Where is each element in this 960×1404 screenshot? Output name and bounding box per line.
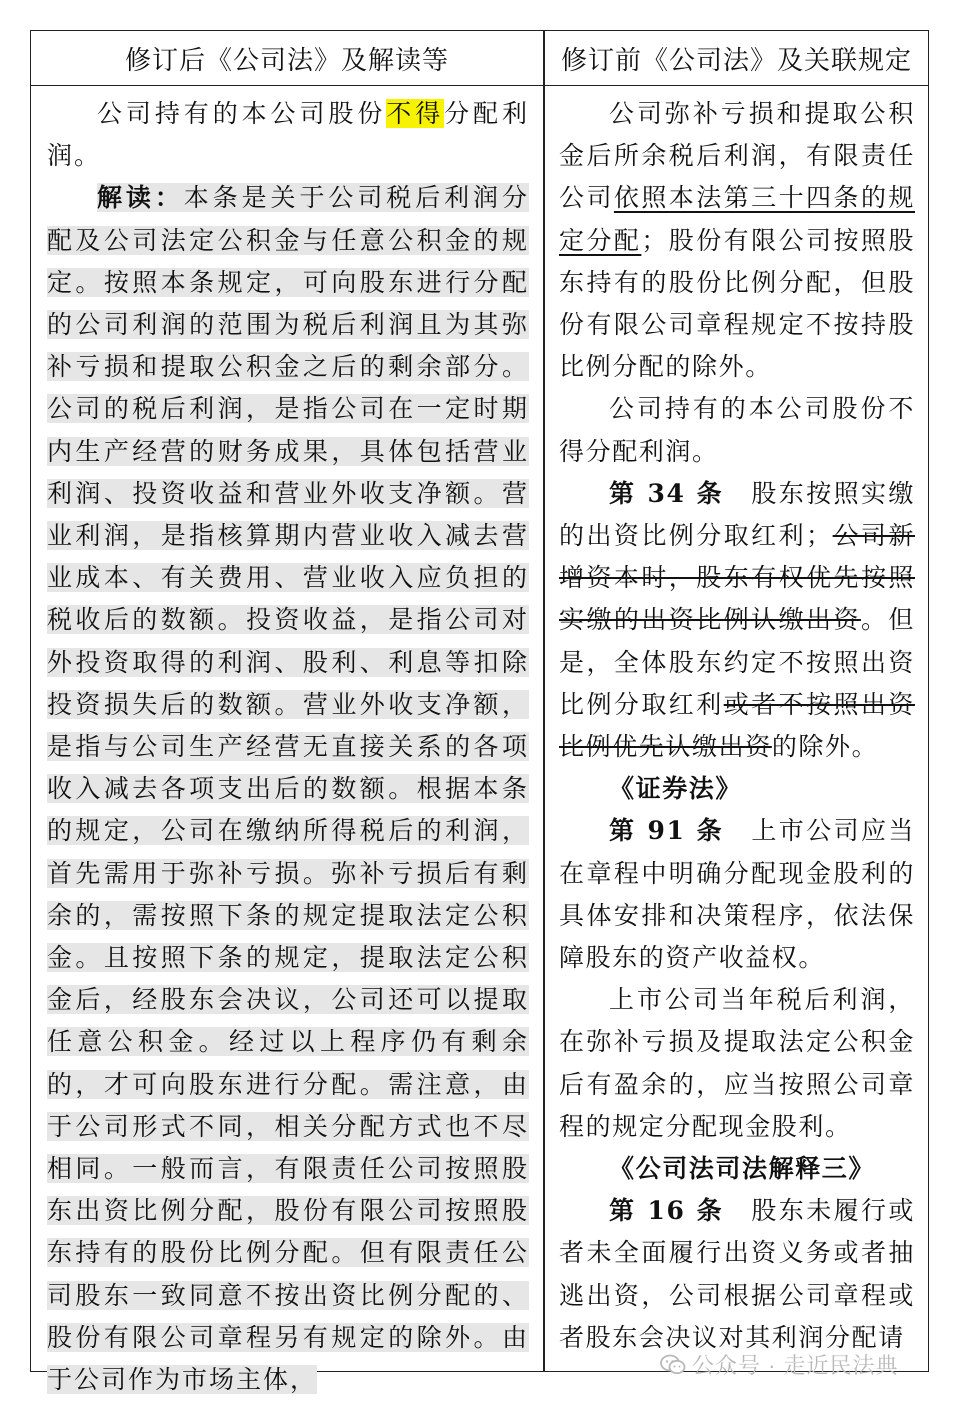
article-34 [559,473,915,768]
watermark [660,1349,899,1380]
article-91 [559,810,915,979]
judicial-interpretation-title: 《公司法司法解释三》 [609,1154,876,1184]
interpretation-paragraph [47,177,529,1401]
column-divider [543,31,545,1371]
highlighted-phrase: 不得 [386,99,445,128]
revised-article-text [47,93,529,177]
revised-column [47,93,529,1401]
securities-law-title: 《证券法》 [609,774,743,804]
header-original: 修订前《公司法》及关联规定 [560,46,912,76]
article-16 [559,1190,915,1359]
article-91-text: 上市公司应当在章程中明确分配现金股利的具体安排和决策程序，依法保障股东的资产收益权。 [559,816,915,973]
article-34-title: 第 34 条 [609,478,724,508]
original-paragraph-1 [559,93,915,388]
wechat-icon [660,1354,686,1376]
original-column [559,93,915,1359]
watermark-text: 公众号 · 走近民法典 [692,1353,899,1378]
article-34-text-c: 的除外。 [771,732,879,762]
struck-text-1: 公司新增资本时，股东有权优先按照实缴的出资比例认缴出资 [559,521,915,635]
header-revised: 修订后《公司法》及解读等 [124,46,449,76]
underlined-reference: 依照本法第三十四条的规定分配 [559,183,915,255]
p1-text-b: ；股份有限公司按照股东持有的股份比例分配，但股份有限公司章程规定不按持股比例分配的除外。 [559,225,915,382]
original-paragraph-5: 上市公司当年税后利润，在弥补亏损及提取法定公积金后有盈余的，应当按照公司章程的规定分配现金股利。 [559,985,915,1141]
article-text-post: 分配利润。 [47,99,529,171]
table-header [31,31,928,86]
struck-text-2: 或者不按照出资比例优先认缴出资 [559,689,915,762]
article-34-text-a: 股东按照实缴的出资比例分取红利； [559,478,915,551]
article-34-text-b: 。但是，全体股东约定不按照出资比例分取红利 [559,605,916,719]
article-16-text: 股东未履行或者未全面履行出资义务或者抽逃出资，公司根据公司章程或者股东会决议对其利润分配请 [559,1196,915,1352]
article-91-title: 第 91 条 [609,816,724,846]
interpretation-text: 本条是关于公司税后利润分配及公司法定公积金与任意公积金的规定。按照本条规定，可向股东进行分配的公司利润的范围为税后利润且为其弥补亏损和提取公积金之后的剩余部分。公司的税后利润，是指公司在一定时期内生产经营的财务成果，具体包括营业利润、投资收益和营业外收支净额。营业利润，是指核算期内营业收入减去营业成本、有关费用、营业收入应负担的税收后的数额。投资收益，是指公司对外投资取得的利润、股利、利息等扣除投资损失后的数额。营业外收支净额，是指与公司生产经营无直接关系的各项收入减去各项支出后的数额。根据本条的规定，公司在缴纳所得税后的利润，首先需用于弥补亏损。弥补亏损后有剩余的，需按照下条的规定提取法定公积金。且按照下条的规定，提取法定公积金后，经股东会决议，公司还可以提取任意公积金。经过以上程序仍有剩余的，才可向股东进行分配。需注意，由于公司形式不同，相关分配方式也不尽相同。一般而言，有限责任公司按照股东出资比例分配，股份有限公司按照股东持有的股份比例分配。但有限责任公司股东一致同意不按出资比例分配的、股份有限公司章程另有规定的除外。由于公司作为市场主体， [47,183,529,1395]
original-paragraph-2: 公司持有的本公司股份不得分配利润。 [559,394,915,466]
p1-text-a: 公司弥补亏损和提取公积金后所余税后利润，有限责任公司 [559,99,915,213]
article-16-title: 第 16 条 [609,1196,724,1226]
comparison-table [30,30,929,1395]
article-text-pre: 公司持有的本公司股份 [97,99,387,128]
interpretation-label: 解读： [97,183,184,213]
